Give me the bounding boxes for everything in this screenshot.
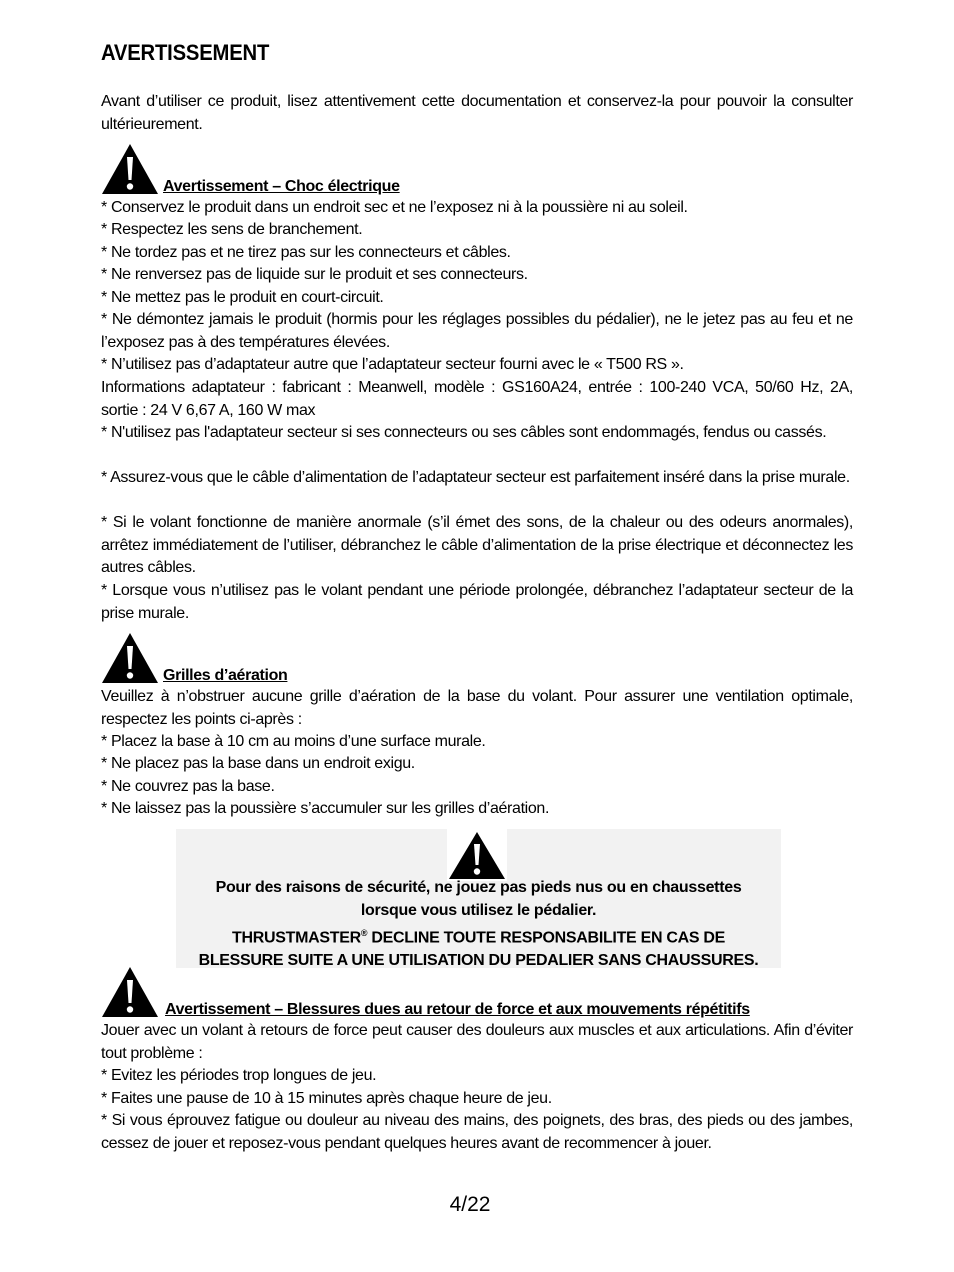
section-ventilation-heading [101,632,853,684]
force-feedback-intro-paragraph: Jouer avec un volant à retours de force peut causer des douleurs aux muscles et aux articulations. Afin d’éviter tout problème : [101,1022,853,1062]
adapter-info-paragraph: Informations adaptateur : fabricant : Meanwell, modèle : GS160A24, entrée : 100-240 VCA, 50/60 Hz, 2A, sortie : 24 V 6,67 A, 160 W max [101,379,853,419]
list-item: * N’utilisez pas d’adaptateur autre que l’adaptateur secteur fourni avec le « T500 RS ». [101,356,684,373]
section-heading-text: Grilles d’aération [163,667,288,684]
list-item: * Ne renversez pas de liquide sur le produit et ses connecteurs. [101,266,528,283]
section-force-feedback-heading [101,966,853,1018]
list-item: * Ne laissez pas la poussière s’accumuler sur les grilles d’aération. [101,800,550,817]
list-item: * Respectez les sens de branchement. [101,221,363,238]
brand-name: THRUSTMASTER [231,929,361,947]
list-item: * Si le volant fonctionne de manière anormale (s’il émet des sons, de la chaleur ou des odeurs anormales), arrêtez immédiatement de l’utiliser, débranchez le câble d’alimentation de la prise électrique et déconnectez les autres câbles. [101,514,853,576]
list-item: * Evitez les périodes trop longues de jeu. [101,1067,377,1084]
page-title: AVERTISSEMENT [101,40,270,65]
page-number: 4/22 [449,1193,491,1216]
list-item: * Ne placez pas la base dans un endroit exigu. [101,755,415,772]
list-item: * Ne couvrez pas la base. [101,778,275,795]
warning-triangle-icon [101,966,159,1018]
warning-triangle-icon [447,829,507,881]
list-item: * Faites une pause de 10 à 15 minutes après chaque heure de jeu. [101,1090,552,1107]
list-item: * Assurez-vous que le câble d’alimentation de l’adaptateur secteur est parfaitement inséré dans la prise murale. [101,469,850,486]
ventilation-intro-paragraph: Veuillez à n’obstruer aucune grille d’aération de la base du volant. Pour assurer une ventilation optimale, respectez les points ci-après : [101,688,853,728]
notice-line: Pour des raisons de sécurité, ne jouez pas pieds nus ou en chaussettes [215,879,742,896]
list-item: * N'utilisez pas l'adaptateur secteur si ses connecteurs ou ses câbles sont endommagés, fendus ou cassés. [101,424,827,441]
warning-triangle-icon [101,632,159,684]
list-item: * Lorsque vous n’utilisez pas le volant pendant une période prolongée, débranchez l’adaptateur secteur de la prise murale. [101,582,853,622]
list-item: * Ne tordez pas et ne tirez pas sur les connecteurs et câbles. [101,244,511,261]
section-heading-text: Avertissement – Blessures dues au retour de force et aux mouvements répétitifs [165,1001,750,1018]
list-item: * Si vous éprouvez fatigue ou douleur au niveau des mains, des poignets, des bras, des pieds ou des jambes, cessez de jouer et reposez-vous pendant quelques heures avant de recommencer à jouer. [101,1112,853,1152]
list-item: * Placez la base à 10 cm au moins d’une surface murale. [101,733,486,750]
notice-line: BLESSURE SUITE A UNE UTILISATION DU PEDALIER SANS CHAUSSURES. [198,951,759,969]
notice-line-part: DECLINE TOUTE RESPONSABILITE EN CAS DE [367,929,725,947]
registered-mark: ® [360,928,368,938]
safety-notice-text [176,877,781,972]
section-electric-shock-heading [101,143,853,195]
intro-paragraph: Avant d’utiliser ce produit, lisez attentivement cette documentation et conservez-la pour pouvoir la consulter ultérieurement. [101,93,853,133]
notice-line: lorsque vous utilisez le pédalier. [360,901,597,919]
notice-line [176,922,781,950]
list-item: * Ne mettez pas le produit en court-circuit. [101,289,384,306]
section-heading-text: Avertissement – Choc électrique [163,178,400,195]
list-item: * Conservez le produit dans un endroit sec et ne l’exposez ni à la poussière ni au soleil. [101,199,688,216]
list-item: * Ne démontez jamais le produit (hormis pour les réglages possibles du pédalier), ne le jetez pas au feu et ne l’exposez pas à des températures élevées. [101,311,853,351]
safety-notice-box [176,829,781,968]
warning-triangle-icon [101,143,159,195]
